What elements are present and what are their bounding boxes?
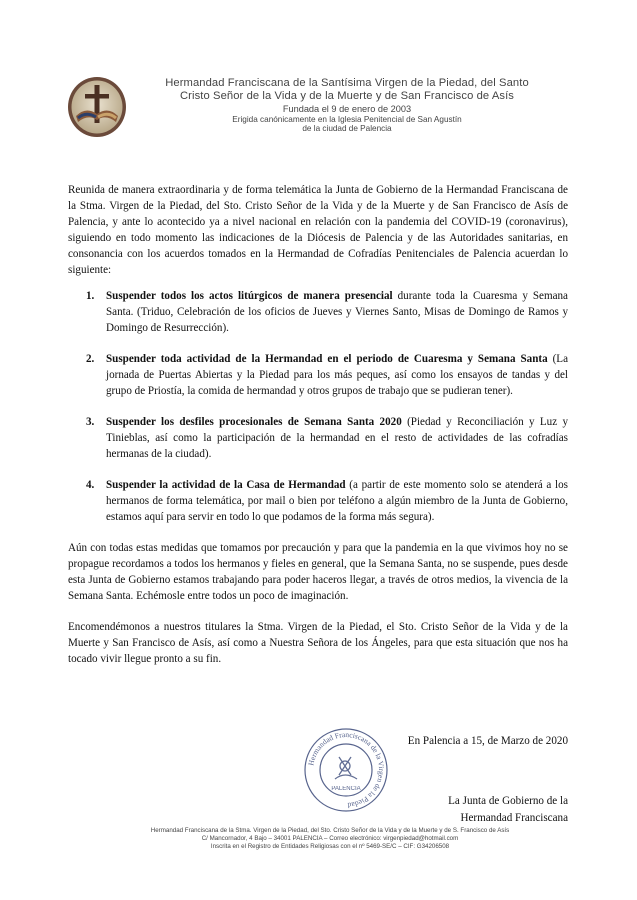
footer-line2: C/ Mancornador, 4 Bajo – 34001 PALENCIA – Correo electrónico: virgenpiedad@hotmail.com — [201, 835, 459, 842]
list-item-bold: Suspender toda actividad de la Hermandad en el periodo de Cuaresma y Semana Santa — [106, 353, 548, 365]
agreements-list — [68, 288, 568, 525]
signature-line1: La Junta de Gobierno de la — [448, 795, 568, 807]
letterhead-footer — [80, 827, 580, 851]
list-item-number: 4. — [86, 479, 95, 491]
list-item-text: (a partir de este momento solo se atenderá a los hermanos de forma telemática, por mail o bien por teléfono a algún miembro de la Junta de Gobierno, estamos aquí para servir en todo lo que podamos de la forma más segura). — [106, 479, 568, 523]
list-item-number: 2. — [86, 353, 95, 365]
footer-line3: Inscrita en el Registro de Entidades Religiosas con el nº 5469-SE/C – CIF: G34206508 — [210, 843, 450, 850]
letterhead-erected-line2: de la ciudad de Palencia — [302, 124, 392, 133]
stamp-ring-text: Hermandad Franciscana de la Virgen de la Piedad — [306, 729, 387, 810]
letterhead-founded: Fundada el 9 de enero de 2003 — [282, 104, 412, 114]
list-item-text: durante toda la Cuaresma y Semana Santa. (Triduo, Celebración de los oficios de Jueves y Viernes Santo, Misas de Domingo de Ramos y Domingo de Resurrección). — [106, 290, 568, 334]
seal-stamp-icon — [303, 727, 389, 813]
letterhead-erected-line1: Erigida canónicamente en la Iglesia Penitencial de San Agustín — [232, 114, 462, 124]
letter-body — [68, 182, 568, 667]
list-item-number: 3. — [86, 416, 95, 428]
stamp-city: PALENCIA — [331, 786, 361, 792]
list-item — [68, 477, 568, 525]
footer-line1: Hermandad Franciscana de la Stma. Virgen de la Piedad, del Sto. Cristo Señor de la Vida y de la Muerte y de S. Francisco de Asís — [150, 827, 510, 834]
intro-paragraph: Reunida de manera extraordinaria y de forma telemática la Junta de Gobierno de la Hermandad Franciscana de la Stma. Virgen de la Piedad, del Sto. Cristo Señor de la Vida y de la Muerte y de San Francisco de Asís de Palencia, y ante lo acontecido ya a nivel nacional en relación con la pandemia del COVID-19 (coronavirus), siguiendo en todo momento las indicaciones de la Diócesis de Palencia y de las Autoridades sanitarias, en consonancia con los acuerdos tomados en la Hermandad de Cofradías Penitenciales de Palencia acuerdan lo siguiente: — [68, 184, 568, 276]
reminder-paragraph: Aún con todas estas medidas que tomamos por precaución y para que la pandemia en la que vivimos hoy no se propague recordamos a todos los hermanos y fieles en general, que la Semana Santa, no se suspende, pues desde esta Junta de Gobierno estamos trabajando para poder haceros llegar, a través de otros medios, la vivencia de la Semana Santa. Echémosle entre todos un poco de imaginación. — [68, 542, 568, 602]
list-item-text: (Piedad y Reconciliación y Luz y Tinieblas, así como la participación de la hermandad en el resto de actividades de las cofradías hermanas de la ciudad). — [106, 416, 569, 460]
letterhead — [140, 77, 554, 134]
signature-block — [448, 793, 568, 827]
list-item-text: (La jornada de Puertas Abiertas y la Piedad para los más peques, así como los ensayos de tandas y del grupo de Priostía, la comida de hermandad y otros grupos de trabajo que se pudieran tener). — [106, 353, 569, 397]
franciscan-emblem-logo-icon — [66, 76, 128, 138]
letterhead-title-line1: Hermandad Franciscana de la Santísima Virgen de la Piedad, del Santo — [165, 77, 529, 89]
list-item — [68, 414, 568, 462]
date-line: En Palencia a 15, de Marzo de 2020 — [407, 735, 568, 747]
list-item-bold: Suspender la actividad de la Casa de Hermandad — [106, 479, 346, 491]
list-item-bold: Suspender todos los actos litúrgicos de manera presencial — [106, 290, 393, 302]
list-item — [68, 351, 568, 399]
letterhead-title-line2: Cristo Señor de la Vida y de la Muerte y de San Francisco de Asís — [179, 90, 514, 102]
list-item-bold: Suspender los desfiles procesionales de Semana Santa 2020 — [106, 416, 402, 428]
signature-line2: Hermandad Franciscana — [460, 812, 568, 824]
closing-paragraph: Encomendémonos a nuestros titulares la Stma. Virgen de la Piedad, el Sto. Cristo Señor de la Vida y de la Muerte y San Francisco de Asís, así como a Nuestra Señora de los Ángeles, para que esta situación que nos ha tocado vivir llegue pronto a su fin. — [68, 621, 568, 665]
list-item — [68, 288, 568, 336]
list-item-number: 1. — [86, 290, 95, 302]
svg-text:Hermandad Franciscana de la Vi — [306, 730, 386, 810]
